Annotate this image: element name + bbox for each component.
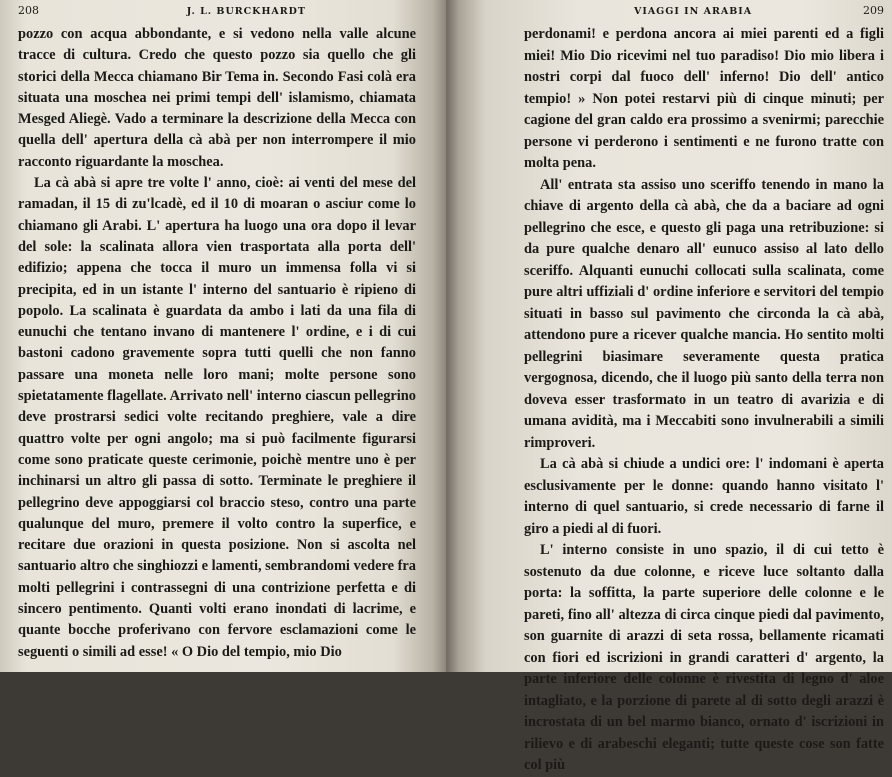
right-page [446,0,892,773]
left-page-text [18,24,416,663]
paragraph: perdonami! e perdona ancora ai miei parenti ed a figli miei! Mio Dio ricevimi nel tuo paradiso! Dio mio libera i nostri corpi dal fuoco dell' inferno! Dio dell' antico tempio! » Non potei restarvi più di cinque minuti; per cagione del gran caldo era prossimo a svenirmi; parecchie persone vi perderono i sentimenti e ne furono tratte con molta pena. [524,26,884,171]
left-page-header [18,4,416,24]
page-number: 208 [18,4,39,17]
running-title: VIAGGI IN ARABIA [634,6,753,17]
paragraph: La cà abà si apre tre volte l' anno, cioè: ai venti del mese del ramadan, il 15 di zu'lcadè, ed il 10 di moaran o asciur come lo chiamano gli Arabi. L' apertura ha luogo una ora dopo il levar del sole: la scalinata allora vien trasportata alla porta dell' edifizio; appena che tocca il muro un immensa folla vi si precipita, ed in un istante l' interno del santuario è ripieno di popolo. La scalinata è guardata da ambo i lati da una fila di eunuchi che tentano invano di mantenere l' ordine, e i di cui bastoni cadono gravemente sopra tutti quelli che non fanno passare una moneta nelle loro mani; molte persone sono spietatamente flagellate. Arrivato nell' interno ciascun pellegrino deve prostrarsi sedici volte recitando preghiere, vale a dire quattro volte per ogni angolo; ma si può facilmente figurarsi come sono praticate queste cerimonie, poichè mentre uno è per inchinarsi un altro gli passa di sotto. Terminate le preghiere il pellegrino deve appoggiarsi col braccio steso, contro una parte qualunque del muro, premere il volto contro la superfice, e recitare due orazioni in questa posizione. Non si ascolta nel santuario altro che singhiozzi e lamenti, sembrandomi vedere fra molti pellegrini i contrassegni di una contrizione perfetta e di sincero pentimento. Quanti volti erano inondati di lacrime, e quante bocche proferivano con fervore esclamazioni come le seguenti o simili ad esse! « O Dio del tempio, mio Dio [18,175,416,660]
paragraph: All' entrata sta assiso uno sceriffo tenendo in mano la chiave di argento della cà abà, che da a baciare ad ogni pellegrino che esce, e questo gli paga una retribuzione: si da pure qualche denaro all' eunuco assiso al lato dello sceriffo. Alquanti eunuchi collocati sulla scalinata, come pure altri uffiziali d' ordine inferiore e servitori del tempio situati in basso sul pavimento che circonda la cà abà, attendono pure a ricever qualche mancia. Ho sentito molti pellegrini biasimare severamente questa pratica vergognosa, dicendo, che il luogo più santo della terra non doveva esser trasformato in un teatro di avarizia e di umana avidità, ma i Meccabiti sono invulnerabili a simili rimproveri. [524,176,884,451]
left-page [0,0,446,672]
paragraph: pozzo con acqua abbondante, e si vedono nella valle alcune tracce di cultura. Credo che questo pozzo sia quello che gli storici della Mecca chiamano Bir Tema in. Secondo Fasi colà era situata una moschea nei primi tempi dell' islamismo, chiamata Mesged Aliegè. Vado a terminare la descrizione della Mecca con quella dell' apertura della cà abà per non interrompere il mio racconto riguardante la moschea. [18,26,416,170]
right-page-header [524,4,884,24]
paragraph: La cà abà si chiude a undici ore: l' indomani è aperta esclusivamente per le donne: quando hanno visitato l' interno di quel santuario, si crede necessario di farne il giro a piedi al di fuori. [524,456,884,537]
right-page-text [524,24,884,777]
page-number: 209 [863,4,884,17]
paragraph: L' interno consiste in uno spazio, il di cui tetto è sostenuto da due colonne, e riceve luce soltanto dalla porta: la soffitta, la parte superiore delle colonne e le pareti, fino all' altezza di circa cinque piedi dal pavimento, son guarnite di arazzi di seta rossa, bellamente ricamati con fiori ed iscrizioni in grandi caratteri d' argento, la parte inferiore delle colonne è rivestita di legno d' aloe intagliato, e la porzione di parete al di sotto degli arazzi è incrostata di un bel marmo bianco, ornato d' iscrizioni in rilievo e di arabeschi eleganti; tutte queste cose son fatte col più [524,542,884,773]
running-title: J. L. BURCKHARDT [186,6,306,17]
